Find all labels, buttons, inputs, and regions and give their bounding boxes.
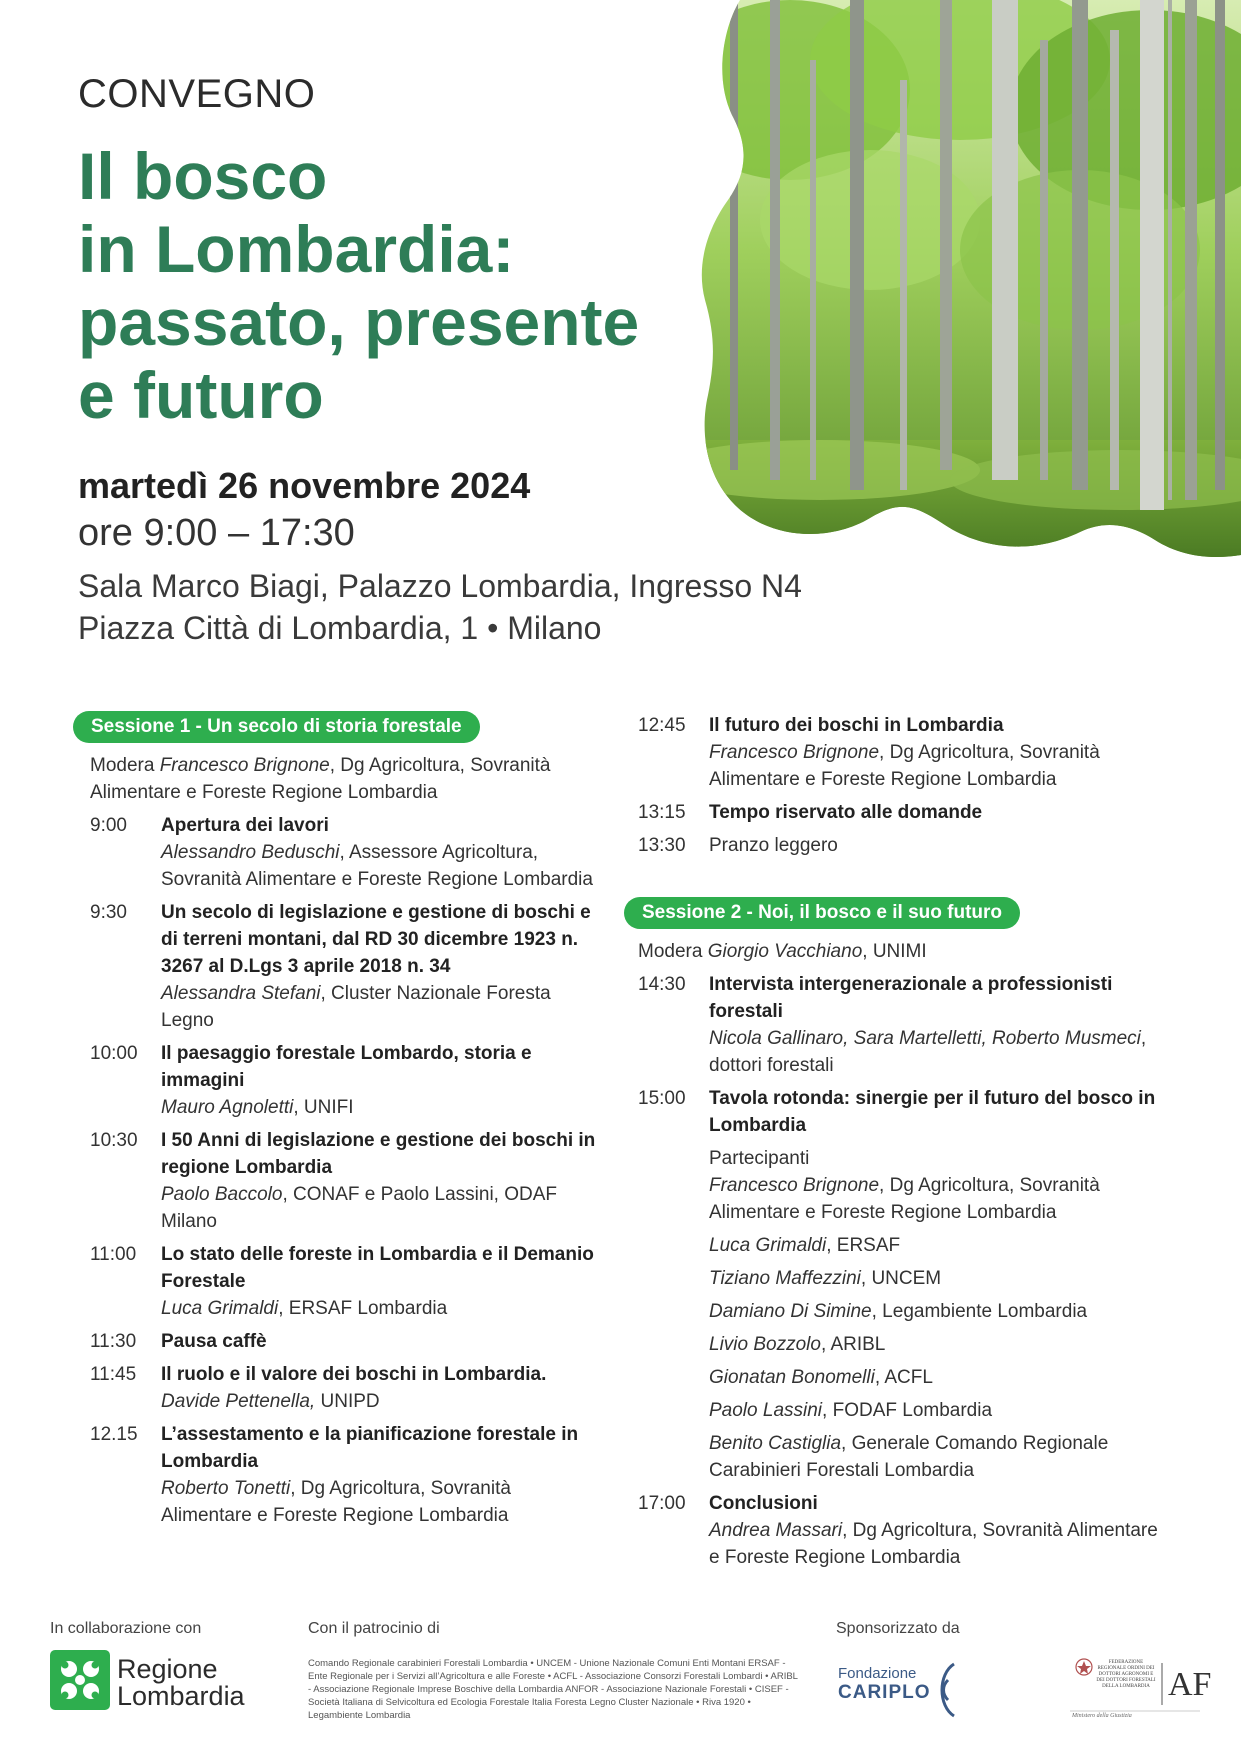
svg-text:AF: AF	[1168, 1666, 1212, 1703]
agenda-item: 10:30 I 50 Anni di legislazione e gestione dei boschi in regione Lombardia Paolo Baccolo, CONAF e Paolo Lassini, ODAF Milano	[90, 1130, 596, 1232]
agenda-item: 9:00 Apertura dei lavori Alessandro Beduschi, Assessore Agricoltura, Sovranità Alimentare e Foreste Regione Lombardia	[90, 815, 593, 890]
session-2-column	[638, 938, 1158, 1577]
session-1-continued	[638, 712, 1158, 865]
session-1-column	[90, 752, 600, 1535]
event-venue	[78, 565, 802, 649]
agenda-item: 13:15 Tempo riservato alle domande	[638, 802, 983, 823]
title-line: e futuro	[78, 358, 324, 432]
agenda-item-round-table: 15:00 Tavola rotonda: sinergie per il futuro del bosco in Lombardia Partecipanti Francesco Brignone, Dg Agricoltura, Sovranità Alimentare e Foreste Regione Lombardia Luca Grimaldi, ERSAF Tiziano Maffezzini, UNCEM Damiano Di Simine, Legambiente Lombardia Livio Bozzolo, ARIBL Gionatan Bonomelli, ACFL Paolo Lassini, FODAF Lombardia Benito Castiglia, Generale Comando Regionale Carabinieri Forestali Lombardia	[638, 1085, 1158, 1484]
event-hours: ore 9:00 – 17:30	[78, 512, 355, 554]
cariplo-wordmark: Fondazione CARIPLO	[838, 1665, 931, 1703]
agenda-item: 17:00 Conclusioni Andrea Massari, Dg Agricoltura, Sovranità Alimentare e Foreste Regione Lombardia	[638, 1493, 1158, 1568]
agenda-item: 12:45 Il futuro dei boschi in Lombardia Francesco Brignone, Dg Agricoltura, Sovranità Alimentare e Foreste Regione Lombardia	[638, 715, 1100, 790]
venue-line: Sala Marco Biagi, Palazzo Lombardia, Ingresso N4	[78, 568, 802, 604]
session-2-label: Sessione 2 - Noi, il bosco e il suo futuro	[624, 897, 1020, 929]
participant: Tiziano Maffezzini, UNCEM	[709, 1268, 942, 1289]
title-line: passato, presente	[78, 285, 640, 359]
agenda-item: 10:00 Il paesaggio forestale Lombardo, storia e immagini Mauro Agnoletti, UNIFI	[90, 1043, 532, 1118]
regione-lombardia-wordmark: Regione Lombardia	[117, 1654, 245, 1711]
participant: Livio Bozzolo, ARIBL	[709, 1334, 886, 1355]
federation-name: FEDERAZIONE REGIONALE ORDINI DEI DOTTORI AGRONOMI E DEI DOTTORI FORESTALI DELLA LOMBARDIA	[1096, 1660, 1156, 1689]
collaboration-label: In collaborazione con	[50, 1620, 202, 1637]
venue-line: Piazza Città di Lombardia, 1 • Milano	[78, 610, 602, 646]
event-title	[78, 140, 728, 432]
title-line: Il bosco	[78, 139, 328, 213]
session-1-label: Sessione 1 - Un secolo di storia forestale	[73, 711, 480, 743]
agenda-item: 12.15 L’assestamento e la pianificazione forestale in Lombardia Roberto Tonetti, Dg Agricoltura, Sovranità Alimentare e Foreste Regione Lombardia	[90, 1424, 579, 1526]
patronage-list: Comando Regionale carabinieri Forestali Lombardia • UNCEM - Unione Nazionale Comuni Enti Montani ERSAF - Ente Regionale per i Servizi all’Agricoltura e alle Foreste • ACFL - Associazione Consorzi Forestali Lombardi • ARIBL - Associazione Regionale Imprese Boschive della Lombardia ANFOR - Associazione Nazionale Forestali • CISEF - Società Italiana di Selvicoltura ed Ecologia Forestale Italia Foresta Legno Cluster Nazionale • Riva 1920 • Legambiente Lombardia	[308, 1658, 798, 1721]
participant: Benito Castiglia, Generale Comando Regionale Carabinieri Forestali Lombardia	[709, 1433, 1109, 1481]
session-2-moderator: Modera Giorgio Vacchiano, UNIMI	[638, 941, 927, 962]
event-date: martedì 26 novembre 2024	[78, 465, 531, 506]
sponsor-label: Sponsorizzato da	[836, 1620, 960, 1637]
patronage-label: Con il patrocinio di	[308, 1620, 440, 1637]
agenda-item: 11:45 Il ruolo e il valore dei boschi in Lombardia. Davide Pettenella, UNIPD	[90, 1364, 547, 1412]
participant: Luca Grimaldi, ERSAF	[709, 1235, 901, 1256]
session-1-moderator: Modera Francesco Brignone, Dg Agricoltura, Sovranità Alimentare e Foreste Regione Lombardia	[90, 755, 551, 803]
event-kicker: CONVEGNO	[78, 72, 316, 116]
forest-photo	[700, 0, 1241, 560]
agenda-item: 11:00 Lo stato delle foreste in Lombardia e il Demanio Forestale Luca Grimaldi, ERSAF Lombardia	[90, 1244, 594, 1319]
agenda-item: 11:30 Pausa caffè	[90, 1331, 267, 1352]
agenda-item: 9:30 Un secolo di legislazione e gestione di boschi e di terreni montani, dal RD 30 dicembre 1923 n. 3267 al D.Lgs 3 aprile 2018 n. 34 Alessandra Stefani, Cluster Nazionale Foresta Legno	[90, 902, 591, 1031]
federation-ministry: Ministero della Giustizia	[1072, 1713, 1132, 1719]
participant: Francesco Brignone, Dg Agricoltura, Sovranità Alimentare e Foreste Regione Lombardia	[709, 1175, 1100, 1223]
agenda-item: 13:30 Pranzo leggero	[638, 835, 838, 856]
cariplo-logo-mark	[930, 1660, 960, 1720]
agenda-item: 14:30 Intervista intergenerazionale a professionisti forestali Nicola Gallinaro, Sara Martelletti, Roberto Musmeci, dottori forestali	[638, 974, 1147, 1076]
participant: Damiano Di Simine, Legambiente Lombardia	[709, 1301, 1088, 1322]
title-line: in Lombardia:	[78, 212, 515, 286]
participant: Paolo Lassini, FODAF Lombardia	[709, 1400, 993, 1421]
participant: Gionatan Bonomelli, ACFL	[709, 1367, 933, 1388]
participants-label: Partecipanti	[709, 1148, 810, 1169]
